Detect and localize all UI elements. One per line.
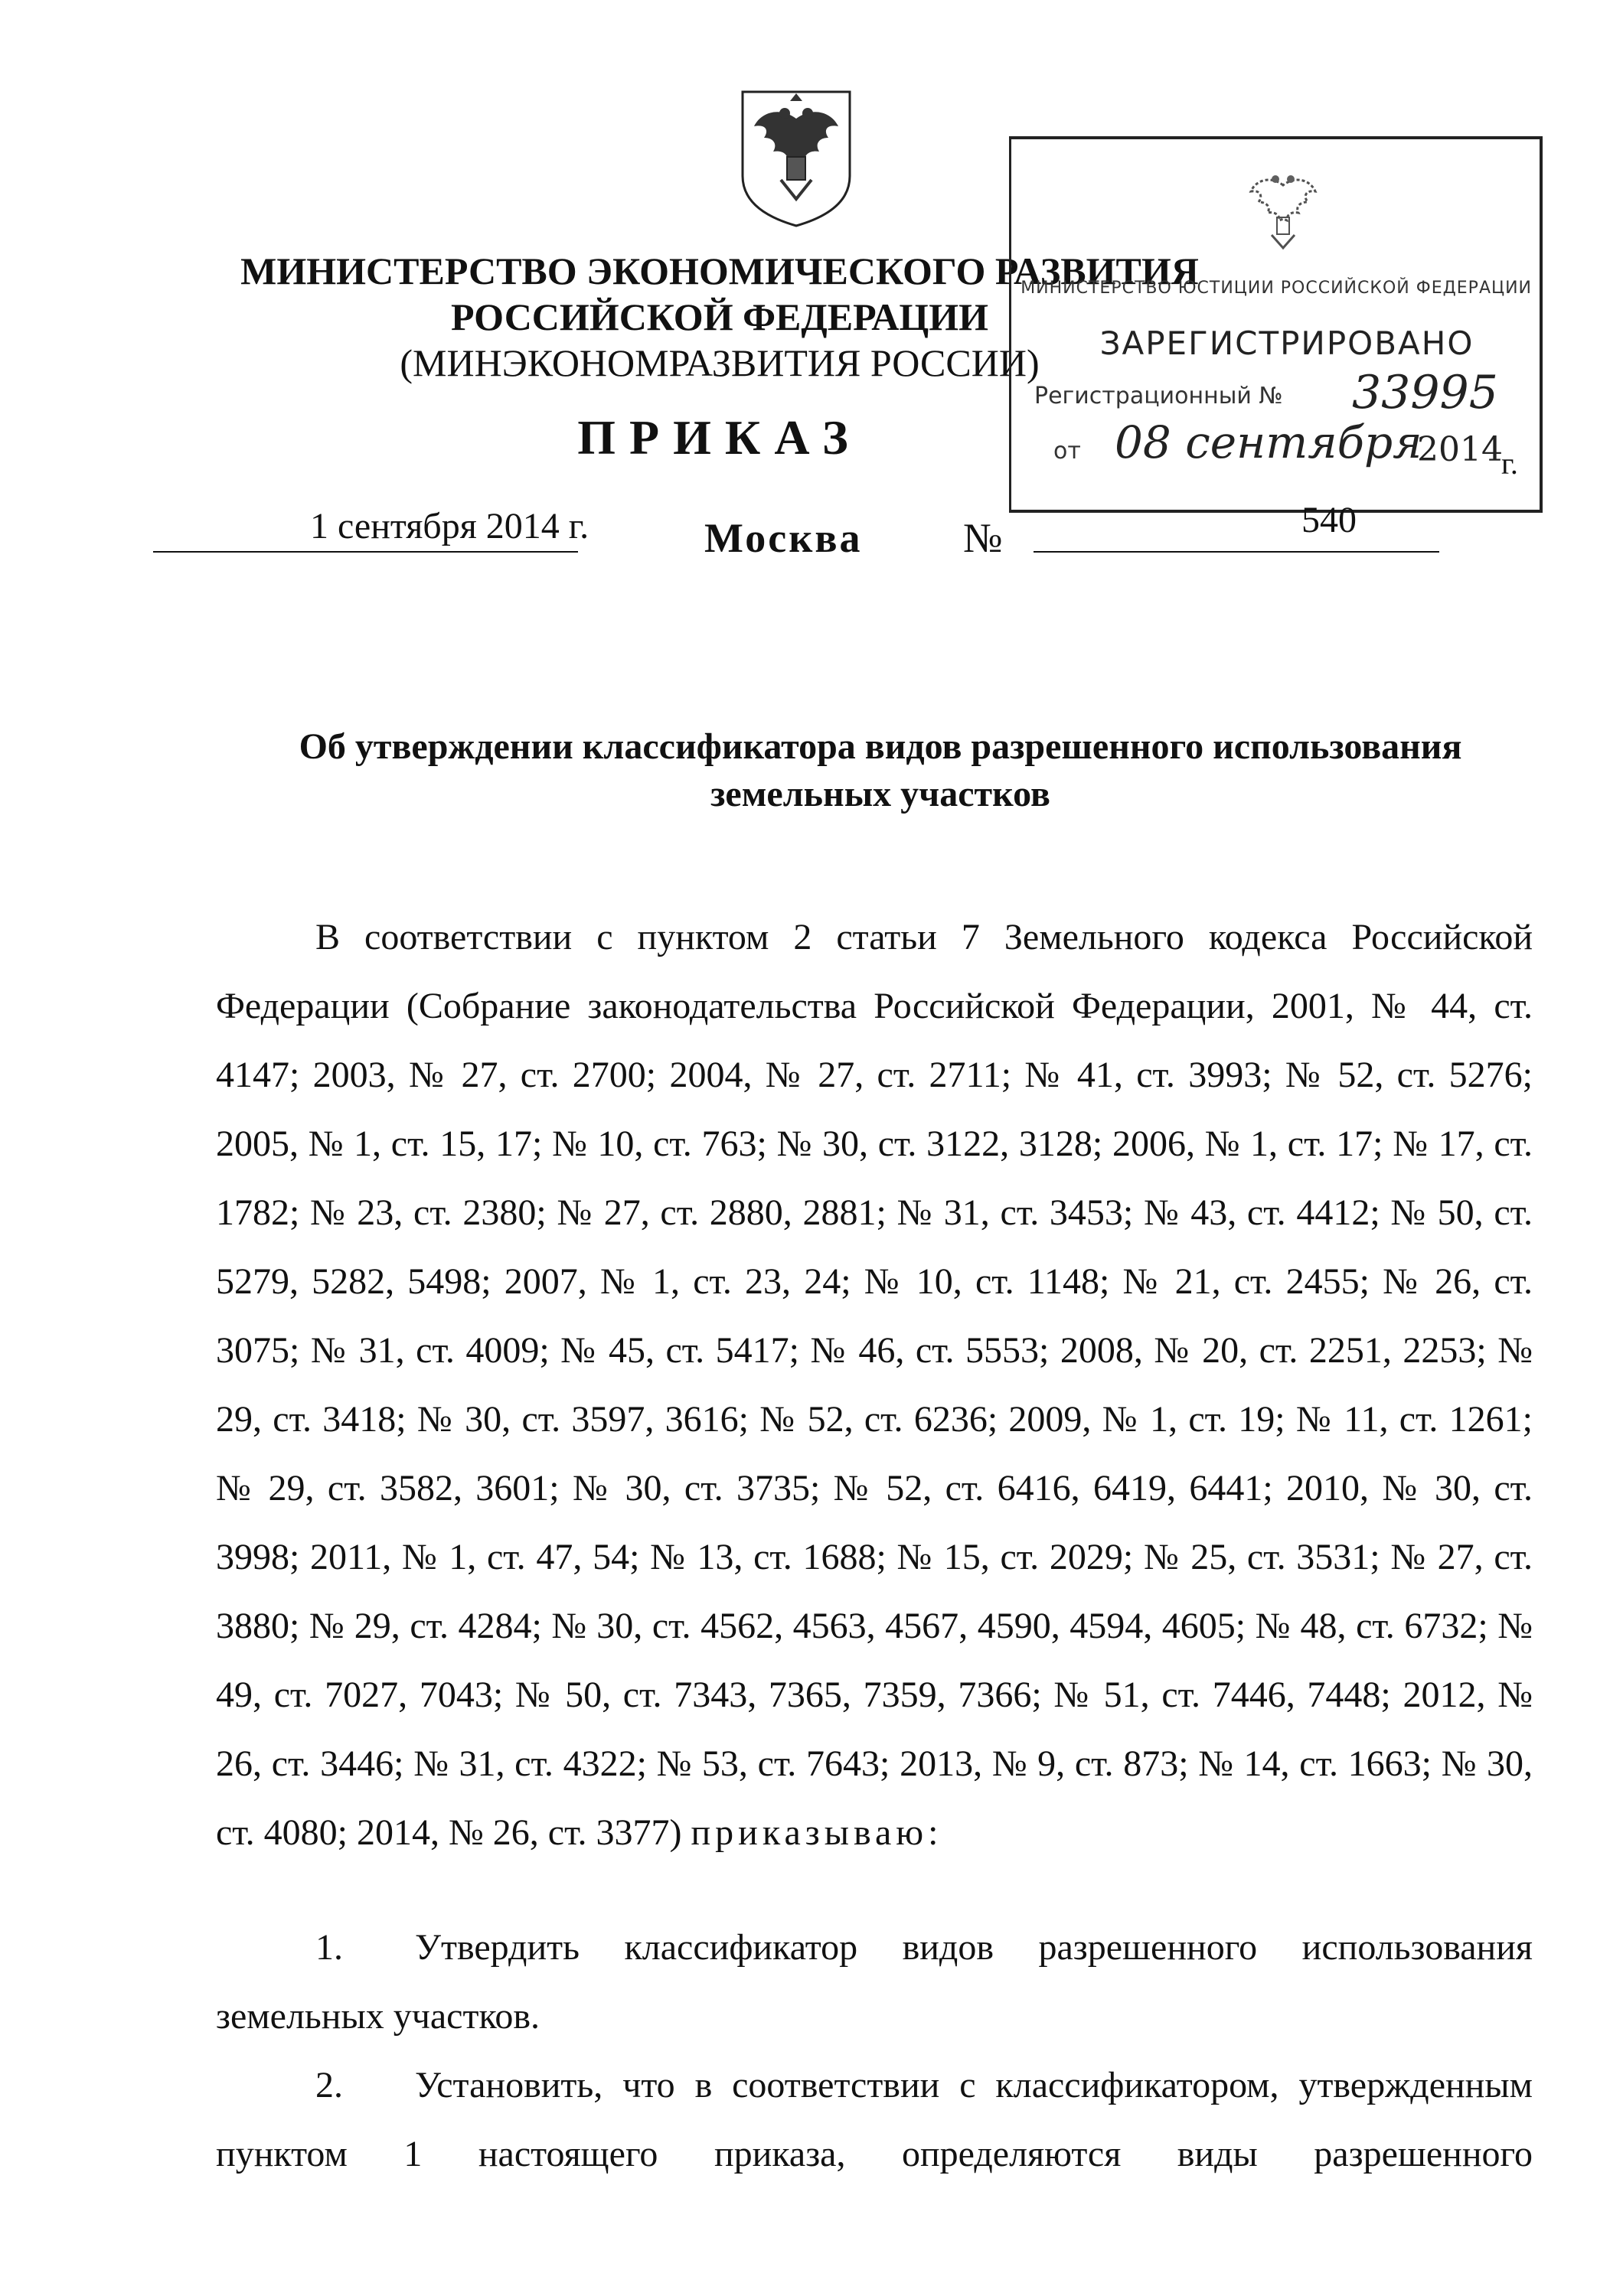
ministry-short-name: (МИНЭКОНОМРАЗВИТИЯ РОССИИ) — [400, 341, 1040, 384]
coat-of-arms-icon — [727, 84, 865, 230]
order-title-line1: Об утверждении классификатора видов разрешенного использования — [299, 726, 1462, 767]
preamble-paragraph — [216, 903, 1533, 1867]
stamp-emblem-icon — [1237, 162, 1329, 254]
document-type-heading: ПРИКАЗ — [577, 410, 862, 465]
number-underline — [1034, 551, 1439, 553]
order-item-1 — [216, 1913, 1533, 2051]
order-title-line2: земельных участков — [710, 774, 1050, 814]
stamp-from-label: от — [1053, 438, 1081, 465]
registration-stamp — [1009, 136, 1543, 513]
stamp-reg-date: 08 сентября — [1115, 416, 1422, 468]
item-1-text: Утвердить классификатор видов разрешенного использования земельных участков. — [216, 1927, 1533, 2037]
ministry-name-line2: РОССИЙСКОЙ ФЕДЕРАЦИИ — [450, 295, 989, 338]
order-number-label: № — [963, 515, 1003, 561]
stamp-reg-year: 2014 — [1417, 430, 1503, 469]
stamp-year-suffix: г. — [1501, 446, 1518, 481]
order-item-2 — [216, 2051, 1533, 2189]
stamp-ministry-name: МИНИСТЕРСТВО ЮСТИЦИИ РОССИЙСКОЙ ФЕДЕРАЦИИ — [1020, 279, 1532, 298]
preamble-text: В соответствии с пунктом 2 статьи 7 Земельного кодекса Российской Федерации (Собрание законодательства Российской Федерации, 2001, № 44, ст. 4147; 2003, № 27, ст. 2700; 2004, № 27, ст. 2711; № 41, ст. 3993; № 52, ст. 5276; 2005, № 1, ст. 15, 17; № 10, ст. 763; № 30, ст. 3122, 3128; 2006, № 1, ст. 17; № 17, ст. 1782; № 23, ст. 2380; № 27, ст. 2880, 2881; № 31, ст. 3453; № 43, ст. 4412; № 50, ст. 5279, 5282, 5498; 2007, № 1, ст. 23, 24; № 10, ст. 1148; № 21, ст. 2455; № 26, ст. 3075; № 31, ст. 4009; № 45, ст. 5417; № 46, ст. 5553; 2008, № 20, ст. 2251, 2253; № 29, ст. 3418; № 30, ст. 3597, 3616; № 52, ст. 6236; 2009, № 1, ст. 19; № 11, ст. 1261; № 29, ст. 3582, 3601; № 30, ст. 3735; № 52, ст. 6416, 6419, 6441; 2010, № 30, ст. 3998; 2011, № 1, ст. 47, 54; № 13, ст. 1688; № 15, ст. 2029; № 25, ст. 3531; № 27, ст. 3880; № 29, ст. 4284; № 30, ст. 4562, 4563, 4567, 4590, 4594, 4605; № 48, ст. 6732; № 49, ст. 7027, 7043; № 50, ст. 7343, 7365, 7359, 7366; № 51, ст. 7446, 7448; 2012, № 26, ст. 3446; № 31, ст. 4322; № 53, ст. 7643; 2013, № 9, ст. 873; № 14, ст. 1663; № 30, ст. 4080; 2014, № 26, ст. 3377) — [216, 917, 1533, 1853]
order-city: Москва — [704, 515, 863, 561]
order-word: приказываю: — [691, 1812, 943, 1853]
stamp-reg-number: 33995 — [1352, 366, 1498, 419]
stamp-registered-title: ЗАРЕГИСТРИРОВАНО — [1099, 325, 1474, 362]
order-date: 1 сентября 2014 г. — [310, 506, 589, 546]
item-2-text: Установить, что в соответствии с классификатором, утвержденным пунктом 1 настоящего приказа, определяются виды разрешенного — [216, 2065, 1533, 2174]
ministry-name-line1: МИНИСТЕРСТВО ЭКОНОМИЧЕСКОГО РАЗВИТИЯ — [240, 249, 1199, 292]
item-2-number: 2. — [315, 2065, 343, 2105]
order-number: 540 — [1301, 500, 1357, 540]
stamp-reg-label: Регистрационный № — [1034, 383, 1283, 409]
date-underline — [153, 551, 578, 553]
item-1-number: 1. — [315, 1927, 343, 1968]
